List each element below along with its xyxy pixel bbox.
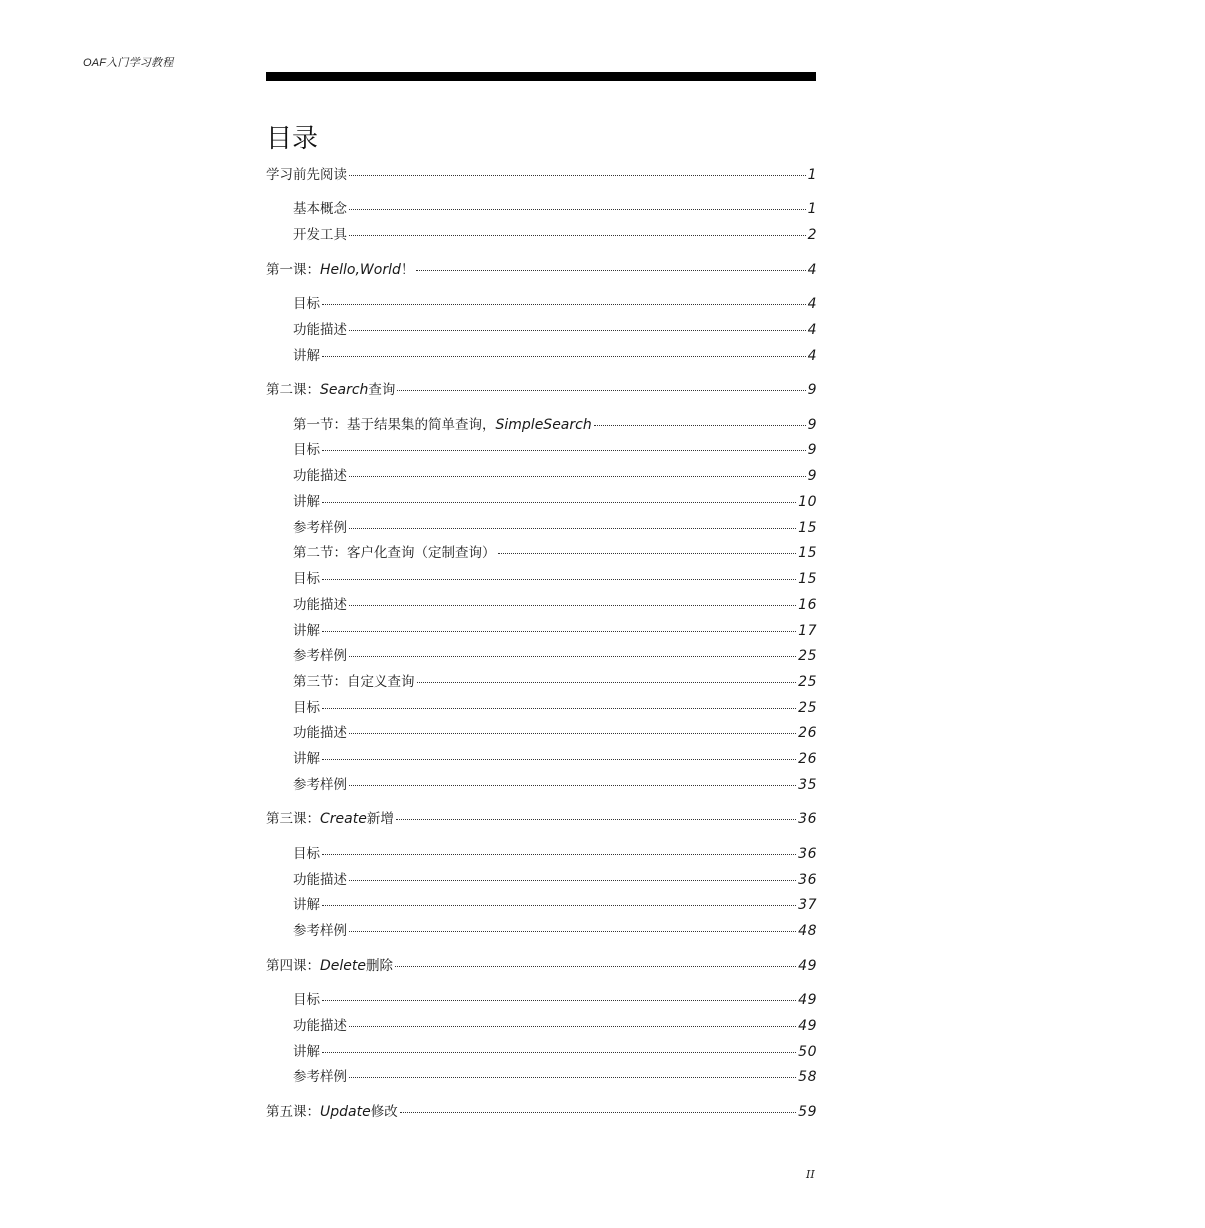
toc-entry-chapter[interactable] (266, 260, 817, 280)
toc-entry-section[interactable] (293, 199, 817, 219)
toc-entry-label-tail: 删除 (366, 958, 393, 974)
toc-entry-page-number: 9 (807, 468, 817, 484)
toc-entry-label (293, 415, 592, 435)
toc-entry-page-number: 37 (798, 897, 817, 913)
toc-entry-page-number: 2 (807, 227, 817, 243)
dot-leader (322, 450, 806, 451)
toc-entry-label (266, 260, 414, 280)
toc-entry-label-latin: Delete (320, 958, 366, 974)
toc-entry-section[interactable] (293, 775, 817, 795)
toc-entry-label-tail: 查询 (368, 382, 396, 398)
dot-leader (498, 553, 797, 554)
toc-entry-label (293, 895, 320, 915)
dot-leader (322, 708, 796, 709)
toc-entry-label (293, 569, 320, 589)
toc-entry-label-text: 基本概念 (293, 201, 347, 217)
toc-entry-label (266, 1102, 398, 1122)
toc-entry-label-text: 目标 (293, 571, 320, 587)
toc-entry-page-number: 15 (798, 571, 817, 587)
toc-entry-label-text: 目标 (293, 846, 320, 862)
toc-entry-section[interactable] (293, 646, 817, 666)
toc-entry-label-text: 功能描述 (293, 468, 347, 484)
toc-entry-label-text: 参考样例 (293, 648, 347, 664)
dot-leader (349, 476, 806, 477)
dot-leader (349, 175, 806, 176)
toc-entry-label-text: 目标 (293, 992, 320, 1008)
toc-entry-label (293, 646, 347, 666)
dot-leader (349, 605, 796, 606)
toc-entry-page-number: 1 (807, 167, 817, 183)
toc-entry-label (293, 320, 347, 340)
dot-leader (322, 631, 796, 632)
toc-entry-label (293, 1016, 347, 1036)
toc-entry-label (293, 346, 320, 366)
toc-entry-page-number: 25 (798, 648, 817, 664)
toc-entry-section[interactable] (293, 990, 817, 1010)
dot-leader (349, 330, 806, 331)
toc-entry-page-number: 25 (798, 700, 817, 716)
toc-entry-section[interactable] (293, 569, 817, 589)
toc-entry-section[interactable] (293, 294, 817, 314)
toc-entry-chapter[interactable] (266, 809, 817, 829)
toc-entry-label-text: 参考样例 (293, 520, 347, 536)
toc-entry-label (293, 775, 347, 795)
toc-entry-label-text: 开发工具 (293, 227, 347, 243)
toc-entry-section[interactable] (293, 225, 817, 245)
toc-entry-page-number: 17 (798, 623, 817, 639)
toc-entry-label-text: 参考样例 (293, 923, 347, 939)
toc-entry-section[interactable] (293, 440, 817, 460)
toc-entry-label-text: 参考样例 (293, 777, 347, 793)
dot-leader (349, 656, 796, 657)
toc-entry-label (293, 294, 320, 314)
toc-entry-page-number: 58 (798, 1069, 817, 1085)
toc-entry-label (266, 165, 347, 185)
toc-entry-label (293, 723, 347, 743)
dot-leader (594, 425, 806, 426)
page-number: II (806, 1168, 815, 1181)
toc-entry-chapter[interactable] (266, 380, 817, 400)
toc-entry-page-number: 1 (807, 201, 817, 217)
toc-entry-section[interactable] (293, 921, 817, 941)
toc-entry-label-text: 第四课： (266, 958, 320, 974)
toc-entry-label (293, 225, 347, 245)
toc-entry-label-text: 功能描述 (293, 597, 347, 613)
toc-entry-label (293, 199, 347, 219)
toc-entry-label-text: 第二课： (266, 382, 320, 398)
toc-entry-page-number: 4 (807, 296, 817, 312)
toc-entry-label-text: 讲解 (293, 1044, 320, 1060)
toc-entry-label-text: 第一课： (266, 262, 320, 278)
toc-entry-label-text: 第二节：客户化查询（定制查询） (293, 545, 496, 561)
toc-entry-label-text: 第三课： (266, 811, 320, 827)
toc-entry-label-text: 目标 (293, 296, 320, 312)
toc-entry-page-number: 36 (798, 811, 817, 827)
toc-entry-page-number: 4 (807, 348, 817, 364)
toc-entry-label-text: 目标 (293, 700, 320, 716)
toc-entry-chapter[interactable] (266, 165, 817, 185)
toc-entry-label-text: 功能描述 (293, 872, 347, 888)
dot-leader (397, 390, 805, 391)
toc-entry-label (293, 921, 347, 941)
toc-entry-label-text: 功能描述 (293, 1018, 347, 1034)
toc-entry-page-number: 16 (798, 597, 817, 613)
dot-leader (322, 304, 806, 305)
toc-entry-label (293, 543, 496, 563)
header-rule (266, 72, 816, 81)
dot-leader (349, 1026, 796, 1027)
toc-entry-page-number: 26 (798, 725, 817, 741)
toc-entry-section[interactable] (293, 346, 817, 366)
toc-entry-section[interactable] (293, 1016, 817, 1036)
toc-entry-page-number: 4 (807, 322, 817, 338)
toc-entry-section[interactable] (293, 621, 817, 641)
dot-leader (395, 966, 796, 967)
toc-entry-label-tail: 新增 (366, 811, 394, 827)
toc-entry-label-text: 讲解 (293, 751, 320, 767)
dot-leader (322, 759, 796, 760)
toc-entry-label (266, 956, 393, 976)
toc-entry-page-number: 48 (798, 923, 817, 939)
toc-entry-page-number: 35 (798, 777, 817, 793)
toc-entry-page-number: 15 (798, 545, 817, 561)
dot-leader (349, 1077, 796, 1078)
toc-entry-page-number: 26 (798, 751, 817, 767)
toc-entry-label (293, 595, 347, 615)
toc-entry-page-number: 36 (798, 846, 817, 862)
toc-entry-label (293, 698, 320, 718)
toc-entry-label (293, 492, 320, 512)
toc-entry-label-text: 讲解 (293, 348, 320, 364)
toc-entry-label-latin: Search (320, 382, 369, 398)
toc-entry-section[interactable] (293, 518, 817, 538)
toc-entry-label (293, 518, 347, 538)
toc-entry-chapter[interactable] (266, 956, 817, 976)
toc-entry-label-text: 第五课： (266, 1104, 320, 1120)
toc-entry-section[interactable] (293, 595, 817, 615)
toc-entry-page-number: 49 (798, 958, 817, 974)
toc-entry-page-number: 9 (807, 442, 817, 458)
toc-entry-label-text: 讲解 (293, 494, 320, 510)
dot-leader (322, 356, 806, 357)
dot-leader (322, 1052, 796, 1053)
toc-entry-section[interactable] (293, 672, 817, 692)
toc-entry-label-text: 功能描述 (293, 322, 347, 338)
toc-entry-label (293, 1067, 347, 1087)
dot-leader (349, 785, 796, 786)
dot-leader (322, 905, 796, 906)
toc-entry-page-number: 59 (798, 1104, 817, 1120)
toc-entry-page-number: 4 (807, 262, 817, 278)
toc-entry-section[interactable] (293, 1042, 817, 1062)
toc-entry-page-number: 49 (798, 992, 817, 1008)
toc-entry-page-number: 49 (798, 1018, 817, 1034)
toc-entry-label (266, 809, 394, 829)
dot-leader (417, 682, 797, 683)
toc-entry-label-text: 目标 (293, 442, 320, 458)
toc-entry-label-text: 讲解 (293, 897, 320, 913)
toc-entry-section[interactable] (293, 492, 817, 512)
toc-entry-label (293, 672, 415, 692)
dot-leader (322, 1000, 796, 1001)
toc-entry-section[interactable] (293, 320, 817, 340)
dot-leader (322, 854, 796, 855)
toc-entry-section[interactable] (293, 1067, 817, 1087)
toc-entry-section[interactable] (293, 466, 817, 486)
toc-entry-label (293, 466, 347, 486)
toc-entry-section[interactable] (293, 543, 817, 563)
toc-entry-label (266, 380, 395, 400)
toc-entry-label (293, 870, 347, 890)
toc-entry-chapter[interactable] (266, 1102, 817, 1122)
toc-title: 目录 (266, 124, 319, 154)
dot-leader (349, 209, 806, 210)
toc-entry-label-text: 第三节：自定义查询 (293, 674, 415, 690)
running-header: OAF入门学习教程 (83, 57, 174, 69)
toc-entry-label (293, 844, 320, 864)
toc-entry-label (293, 749, 320, 769)
dot-leader (349, 235, 806, 236)
toc-entry-page-number: 9 (807, 382, 817, 398)
toc-entry-section[interactable] (293, 415, 817, 435)
dot-leader (349, 880, 796, 881)
toc-entry-label-latin: SimpleSearch (495, 417, 592, 433)
toc-entry-page-number: 25 (798, 674, 817, 690)
toc-entry-page-number: 50 (798, 1044, 817, 1060)
toc-entry-label-tail: 修改 (370, 1104, 398, 1120)
toc-entry-label-text: 学习前先阅读 (266, 167, 347, 183)
toc-entry-page-number: 36 (798, 872, 817, 888)
toc-entry-label (293, 1042, 320, 1062)
dot-leader (396, 819, 796, 820)
dot-leader (322, 579, 796, 580)
toc-entry-label-latin: Hello,World (320, 262, 401, 278)
toc-entry-label-latin: Create (320, 811, 367, 827)
dot-leader (322, 502, 796, 503)
toc-entry-page-number: 15 (798, 520, 817, 536)
dot-leader (349, 528, 796, 529)
toc-entry-section[interactable] (293, 895, 817, 915)
toc-entry-section[interactable] (293, 870, 817, 890)
dot-leader (416, 270, 805, 271)
toc-entry-section[interactable] (293, 698, 817, 718)
toc-entry-label (293, 990, 320, 1010)
toc-entry-section[interactable] (293, 723, 817, 743)
toc-entry-label-tail: ！ (400, 262, 415, 278)
toc-entry-label (293, 440, 320, 460)
toc-entry-label-text: 功能描述 (293, 725, 347, 741)
toc-entry-label (293, 621, 320, 641)
toc-entry-label-text: 参考样例 (293, 1069, 347, 1085)
toc-entry-page-number: 9 (807, 417, 817, 433)
toc-entry-page-number: 10 (798, 494, 817, 510)
toc-entry-label-text: 第一节：基于结果集的简单查询， (293, 417, 496, 433)
dot-leader (349, 931, 796, 932)
dot-leader (400, 1112, 796, 1113)
toc-entry-label-text: 讲解 (293, 623, 320, 639)
dot-leader (349, 733, 796, 734)
toc-entry-section[interactable] (293, 749, 817, 769)
toc-entry-section[interactable] (293, 844, 817, 864)
toc-entry-label-latin: Update (320, 1104, 371, 1120)
